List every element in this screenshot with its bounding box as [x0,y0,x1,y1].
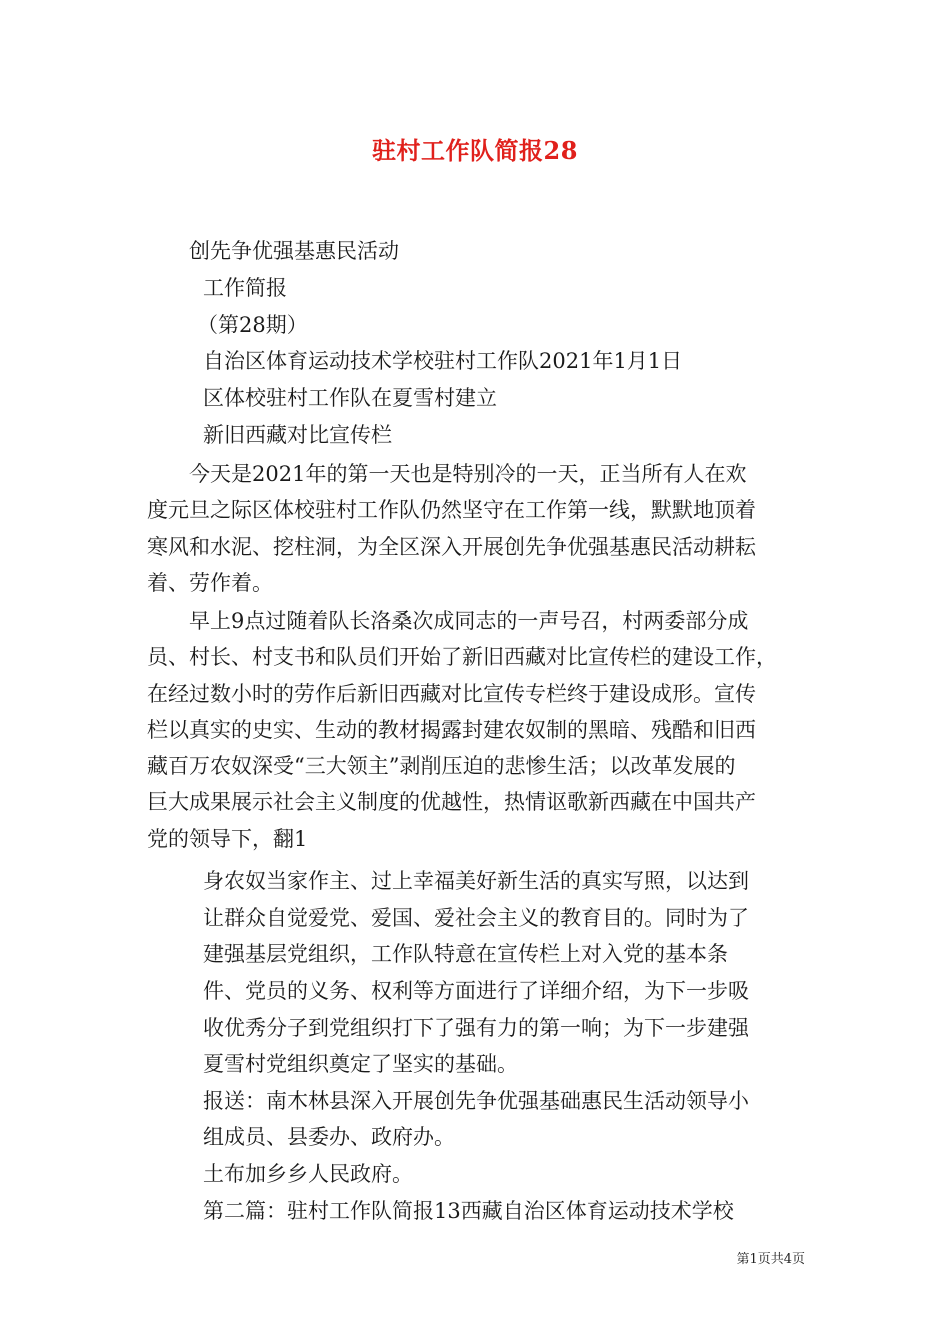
continuation-line: 件、党员的义务、权利等方面进行了详细介绍，为下一步吸 [203,979,749,1003]
header-line-issue: （第28期） [197,313,308,337]
header-line-org-date: 自治区体育运动技术学校驻村工作队2021年1月1日 [203,349,683,373]
continuation-line: 夏雪村党组织奠定了坚实的基础。 [203,1052,518,1076]
continuation-line: 身农奴当家作主、过上幸福美好新生活的真实写照，以达到 [203,869,749,893]
report-to-line: 报送：南木林县深入开展创先争优强基础惠民生活动领导小 [203,1089,749,1113]
report-to-line: 组成员、县委办、政府办。 [203,1125,455,1149]
paragraph-2-line: 早上9点过随着队长洛桑次成同志的一声号召，村两委部分成 [189,609,749,633]
page-number: 第1页共4页 [736,1252,805,1267]
paragraph-2-line: 在经过数小时的劳作后新旧西藏对比宣传专栏终于建设成形。宣传 [147,681,756,706]
paragraph-1 [147,456,807,601]
report-to-line: 土布加乡乡人民政府。 [203,1162,413,1186]
page-title: 驻村工作队简报28 [372,136,578,165]
paragraph-2-line: 巨大成果展示社会主义制度的优越性，热情讴歌新西藏在中国共产 [147,790,756,815]
paragraph-1-line: 着、劳作着。 [147,570,273,595]
header-line-headline-1: 区体校驻村工作队在夏雪村建立 [203,386,497,410]
next-article-line: 第二篇：驻村工作队简报13西藏自治区体育运动技术学校 [203,1199,734,1223]
paragraph-2-line: 党的领导下，翻1 [147,826,308,851]
header-line-bulletin: 工作简报 [203,276,287,300]
paragraph-2-line: 藏百万农奴深受“三大领主”剥削压迫的悲惨生活；以改革发展的 [147,754,736,779]
paragraph-2-line: 员、村长、村支书和队员们开始了新旧西藏对比宣传栏的建设工作， [147,645,777,670]
header-line-activity: 创先争优强基惠民活动 [189,239,399,263]
paragraph-1-line: 今天是2021年的第一天也是特别冷的一天，正当所有人在欢 [189,462,747,486]
paragraph-1-line: 度元旦之际区体校驻村工作队仍然坚守在工作第一线，默默地顶着 [147,498,756,523]
paragraph-2 [147,603,807,857]
continuation-line: 让群众自觉爱党、爱国、爱社会主义的教育目的。同时为了 [203,906,749,930]
paragraph-1-line: 寒风和水泥、挖柱洞，为全区深入开展创先争优强基惠民活动耕耘 [147,534,756,559]
continuation-line: 收优秀分子到党组织打下了强有力的第一响；为下一步建强 [203,1016,749,1040]
paragraph-2-line: 栏以真实的史实、生动的教材揭露封建农奴制的黑暗、残酷和旧西 [147,717,756,742]
header-line-headline-2: 新旧西藏对比宣传栏 [203,423,392,447]
continuation-line: 建强基层党组织，工作队特意在宣传栏上对入党的基本条 [203,942,728,966]
